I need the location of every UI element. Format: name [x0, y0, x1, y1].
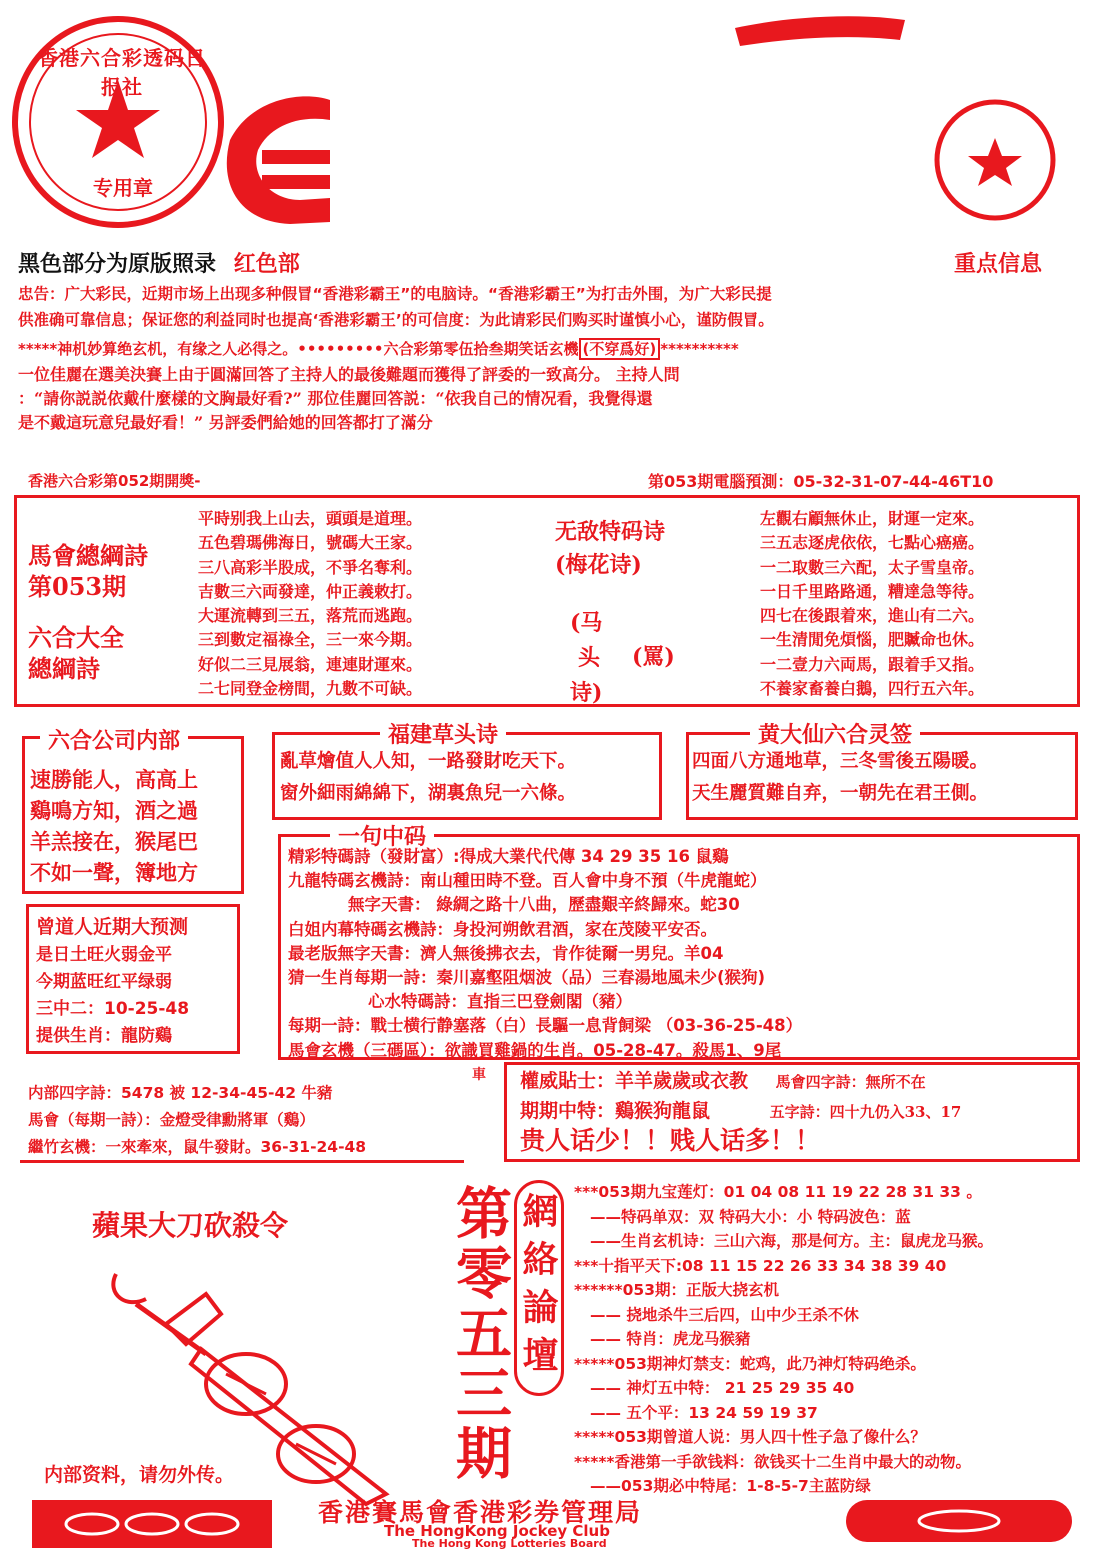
poem-left-line: 好似二三見展翁，連連財運來。 — [198, 654, 423, 674]
poem-right-line: 一二取數三六配，太子雪皇帝。 — [760, 557, 985, 577]
zeng-line: 今期蓝旺红平绿弱 — [36, 972, 172, 992]
one-sentence-line: 白姐内幕特碼玄機詩：身投河朔飲君酒，家在茂陵平安否。 — [288, 919, 717, 939]
poem-left-line: 大運流轉到三五，落荒而逃跑。 — [198, 606, 423, 626]
notice-red-text: 红色部 — [233, 252, 300, 277]
company-line: 鷄鳴方知，酒之過 — [30, 798, 198, 823]
results-right: 第053期電腦預測：05-32-31-07-44-46T10 — [648, 472, 994, 491]
authority-line-2b: 五字詩：四十九仍入33、17 — [769, 1103, 962, 1121]
footer-en-2: The Hong Kong Lotteries Board — [412, 1537, 607, 1550]
company-line: 羊羔接在，猴尾巴 — [30, 829, 198, 854]
joke-header-left: *****神机妙算绝玄机，有缘之人必得之。 — [18, 340, 298, 358]
zeng-title: 曾道人近期大预测 — [36, 916, 189, 938]
poem-left-line: 二七同登金榜間，九數不可缺。 — [198, 679, 423, 699]
kill-title: 蘋果大刀砍殺令 — [92, 1209, 289, 1242]
poem-right-line: 一生清閒免煩惱，肥贓命也休。 — [760, 630, 985, 650]
footer-en-1: The HongKong Jockey Club — [384, 1522, 610, 1540]
footer-left-pattern — [32, 1500, 272, 1548]
one-sentence-line: 最老版無字天書：濟人無後拂衣去，肯作徒爾一男兒。羊04 — [288, 943, 724, 963]
poem-mid-title-b: (梅花诗) — [555, 552, 642, 578]
inner-line: 内部四字詩：5478 被 12-34-45-42 牛豬 — [28, 1084, 333, 1102]
poem-right-line: 一二壹力六両馬，跟着手又指。 — [760, 654, 985, 674]
zeng-line: 三中二：10-25-48 — [36, 999, 190, 1019]
poem-mid-mark-b: 头 — [578, 645, 601, 672]
poem-label-1 — [28, 540, 148, 602]
one-sentence-line: 猜一生肖每期一詩：秦川嘉壑阻烟波（品）三春湯地風未少(猴狗) — [288, 968, 766, 988]
forum-line: —— 特肖：虎龙马猴豬 — [590, 1330, 751, 1348]
poem-mid-title — [555, 516, 665, 582]
one-sentence-line: 無字天書： 綠綢之路十八曲，歷盡艱辛終歸來。蛇30 — [348, 895, 740, 915]
inner-line: 繼竹玄機：一來牽來，鼠牛發財。36-31-24-48 — [28, 1138, 367, 1156]
fujian-lines — [280, 746, 576, 810]
joke-line-2: ：“請你説説依戴什麼樣的文胸最好看?” 那位佳麗回答説：“依我自己的情况看，我覺得還 — [18, 389, 653, 408]
company-line: 速勝能人，高高上 — [30, 767, 198, 792]
one-sentence-line: 馬會玄機（三碼區）：欲識買雞鍋的生肖。05-28-47。殺馬1、9尾 — [288, 1040, 782, 1060]
one-sentence-line: 九龍特碼玄機詩：南山種田時不登。百人會中身不預（牛虎龍蛇） — [288, 871, 767, 891]
zeng-line: 是日土旺火弱金平 — [36, 945, 172, 965]
forum-lines — [574, 1180, 993, 1499]
forum-line: ——053期必中特尾：1-8-5-7主蓝防绿 — [590, 1477, 871, 1495]
inner-lines — [28, 1080, 366, 1161]
authority-slogan: 贵人话少！！贱人话多！！ — [520, 1126, 821, 1155]
forum-line: ***十指平天下:08 11 15 22 26 33 34 38 39 40 — [574, 1256, 947, 1275]
forum-vertical: 網絡論壇 — [517, 1192, 559, 1384]
poem-mid-mark-a: (马 — [570, 610, 603, 636]
poem-left-line: 三八高彩半股成，不爭名奪利。 — [198, 557, 423, 577]
forum-line: —— 神灯五中特： 21 25 29 35 40 — [590, 1379, 855, 1397]
poem-right-line: 左觀右顧無休止，財運一定來。 — [760, 509, 985, 528]
poem-left-column — [198, 507, 422, 701]
footer-right-logo — [846, 1500, 1072, 1542]
poem-left-line: 平時别我上山去，頭頭是道理。 — [198, 509, 423, 528]
notice-black-text: 黑色部分为原版照录 — [18, 252, 217, 277]
poem-mid-mark-d: (罵) — [632, 644, 675, 670]
poem-left-line: 五色碧瑪佛海日，號碼大王家。 — [198, 533, 423, 553]
poem-right-line: 一日千里路路通，糟達急等待。 — [760, 581, 985, 601]
company-title: 六合公司内部 — [40, 724, 188, 755]
notice-red-end: 重点信息 — [954, 252, 1043, 277]
authority-line-1 — [520, 1072, 926, 1091]
company-lines — [30, 764, 198, 888]
authority-line-1b: 馬會四字詩：無所不在 — [775, 1073, 926, 1091]
inner-line: 馬會（每期一詩）：金燈受律勳將軍（鷄） — [28, 1111, 315, 1129]
forum-line: *****053期神灯禁支：蛇鸡，此乃神灯特码绝杀。 — [574, 1354, 926, 1373]
zeng-lines — [36, 942, 189, 1050]
joke-header — [18, 342, 739, 357]
authority-line-2 — [520, 1102, 961, 1121]
warning-line-2: 供准确可靠信息；保证您的利益同时也提高‘香港彩霸王’的可信度：为此请彩民们购买时谨慎小心，谨防假冒。 — [18, 311, 774, 329]
poem-label-1b: 第053期 — [28, 572, 127, 602]
one-sentence-title: 一句中码 — [330, 820, 434, 851]
one-sentence-line: 精彩特碼詩（發財富）:得成大業代代傳 34 29 35 16 鼠鷄 — [288, 847, 729, 866]
footer-right-pattern — [846, 1500, 1072, 1542]
poem-right-column — [760, 507, 984, 701]
header-banner-graphic — [0, 0, 1100, 260]
poem-mid-mark-c: 诗) — [570, 680, 603, 707]
header-notice — [18, 254, 300, 276]
fujian-title: 福建草头诗 — [380, 718, 506, 749]
fujian-line: 亂草燴值人人知，一路發財吃天下。 — [280, 751, 577, 772]
wong-line: 四面八方通地草，三冬雪後五陽暖。 — [692, 751, 989, 772]
forum-line: ***053期九宝莲灯：01 04 08 11 19 22 28 31 33 。 — [574, 1183, 982, 1201]
footer-cn: 香港賽馬會香港彩券管理局 — [318, 1498, 643, 1527]
fujian-line: 窗外細雨綿綿下，湖裏魚兒一六條。 — [280, 783, 577, 804]
joke-header-stars: ********** — [660, 340, 739, 358]
wong-lines — [692, 746, 988, 810]
kill-footer: 内部资料，请勿外传。 — [44, 1464, 235, 1486]
inner-mark: 車 — [472, 1067, 486, 1083]
joke-line-3: 是不戴這玩意兒最好看！” 另評委們給她的回答都打了滿分 — [18, 413, 433, 432]
poem-mid-mark — [570, 606, 602, 712]
poem-left-line: 三到數定福祿全，三一來今期。 — [198, 630, 423, 650]
poem-right-line: 三五志逐虎依依，七點心癌癌。 — [760, 533, 985, 553]
poem-label-2 — [28, 622, 124, 684]
seal-bottom-text: 专用章 — [93, 176, 153, 200]
company-line: 不如一聲，簿地方 — [30, 860, 198, 885]
seal-ring-text: 香港六合彩透码日报社 — [38, 46, 206, 99]
one-sentence-line: 每期一詩：戰士横行静塞落（白）長驅一息背飼梁 （03-36-25-48） — [288, 1016, 803, 1036]
forum-line: ——特码单双：双 特码大小：小 特码波色：蓝 — [590, 1207, 911, 1226]
joke-header-mid: •••••••••六合彩第零伍拾叁期笑话玄機 — [297, 340, 579, 358]
forum-line: *****香港第一手欲钱料：欲钱买十二生肖中最大的动物。 — [574, 1452, 972, 1471]
poem-left-line: 吉數三六両發達，仲正義敕打。 — [198, 581, 423, 601]
authority-line-2a: 期期中特：鷄猴狗龍鼠 — [520, 1100, 711, 1122]
poem-label-1a: 馬會總綱詩 — [28, 541, 148, 570]
forum-line: *****053期曾道人说：男人四十性子急了像什么？ — [574, 1428, 926, 1446]
zeng-line: 提供生肖：龍防鷄 — [36, 1026, 172, 1046]
forum-line: —— 挠地杀牛三后四，山中少王杀不休 — [590, 1305, 859, 1324]
forum-line: —— 五个平：13 24 59 19 37 — [590, 1403, 818, 1422]
results-left: 香港六合彩第052期開獎- — [28, 472, 201, 490]
forum-line: ******053期：正版大挠玄机 — [574, 1281, 779, 1299]
authority-line-1a: 權威貼士：羊羊歲歲或衣教 — [520, 1070, 749, 1092]
footer-left-logo — [32, 1500, 272, 1548]
poem-mid-title-a: 无敌特码诗 — [555, 519, 666, 545]
poem-label-2a: 六合大全 — [28, 623, 124, 652]
one-sentence-line: 心水特碼詩：直指三巴登劍閣（豬） — [368, 992, 632, 1012]
period-vertical: 第零五三期 — [447, 1184, 513, 1484]
poem-right-line: 不養家畜養白鵝，四行五六年。 — [760, 679, 985, 699]
poem-right-line: 四七在後跟着來，進山有二六。 — [760, 606, 985, 626]
forum-line: ——生肖玄机诗：三山六海，那是何方。主：鼠虎龙马猴。 — [590, 1232, 994, 1250]
wong-title: 黄大仙六合灵签 — [750, 718, 920, 749]
warning-line-1: 忠告：广大彩民，近期市场上出现多种假冒“香港彩霸王”的电脑诗。“香港彩霸王”为打击外围，为广大彩民提 — [18, 285, 772, 303]
one-sentence-lines — [288, 845, 802, 1063]
joke-line-1: 一位佳麗在選美決賽上由于圓滿回答了主持人的最後難題而獲得了評委的一致高分。 主持人問 — [18, 365, 680, 384]
poem-label-2b: 總綱詩 — [28, 654, 100, 684]
joke-header-tag: (不穿爲好) — [579, 338, 661, 360]
wong-line: 天生麗質難自弃，一朝先在君王側。 — [692, 783, 989, 804]
